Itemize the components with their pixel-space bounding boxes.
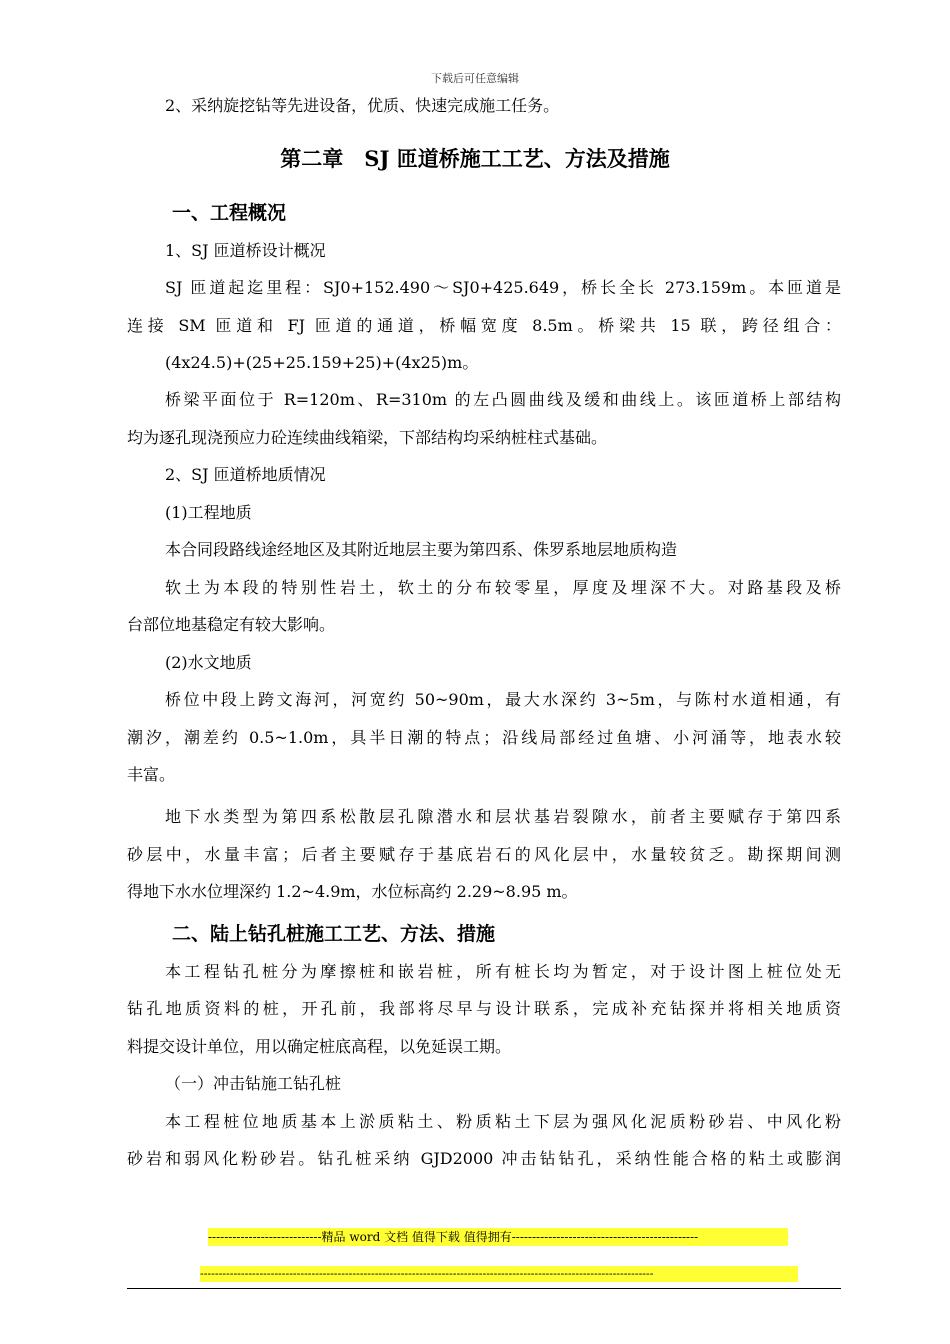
paragraph-line: 丰富。: [127, 765, 176, 784]
paragraph-line: 台部位地基稳定有较大影响。: [127, 615, 336, 634]
subsection-heading: (1)工程地质: [165, 503, 252, 522]
section-heading: 一、工程概况: [172, 202, 287, 224]
paragraph-line: 本合同段路线途经地区及其附近地层主要为第四系、侏罗系地层地质构造: [165, 540, 678, 559]
paragraph-line: SJ 匝道起迄里程：SJ0+152.490～SJ0+425.649，桥长全长 273.159m。本匝道是: [165, 278, 841, 297]
paragraph-line: 均为逐孔现浇预应力砼连续曲线箱梁，下部结构均采纳桩柱式基础。: [127, 428, 608, 447]
paragraph-line: 潮汐，潮差约 0.5~1.0m，具半日潮的特点；沿线局部经过鱼塘、小河涌等，地表水较: [127, 728, 841, 747]
paragraph-line: 本工程桩位地质基本上淤质粘土、粉质粘土下层为强风化泥质粉砂岩、中风化粉: [165, 1112, 841, 1131]
paragraph-line: 料提交设计单位，用以确定桩底高程，以免延误工期。: [127, 1037, 512, 1056]
text-line: 2、采纳旋挖钻等先进设备，优质、快速完成施工任务。: [165, 96, 560, 115]
paragraph-line: 砂层中，水量丰富；后者主要赋存于基底岩石的风化层中，水量较贫乏。勘探期间测: [127, 845, 841, 864]
paragraph-line: 连接 SM 匝道和 FJ 匝道的通道，桥幅宽度 8.5m。桥梁共 15 联，跨径组合：: [127, 316, 841, 335]
paragraph-line: 地下水类型为第四系松散层孔隙潜水和层状基岩裂隙水，前者主要赋存于第四系: [165, 807, 841, 826]
page-header: 下载后可任意编辑: [431, 72, 519, 85]
section-heading: 二、陆上钻孔桩施工工艺、方法、措施: [172, 923, 496, 945]
subsection-heading: （一）冲击钻施工钻孔桩: [165, 1074, 342, 1093]
footer-dashes: --------------------------------------------------------------------------------------------------------------------------: [200, 1266, 798, 1282]
paragraph-line: 桥梁平面位于 R=120m、R=310m 的左凸圆曲线及缓和曲线上。该匝道桥上部结构: [165, 390, 841, 409]
subsection-heading: 1、SJ 匝道桥设计概况: [165, 241, 326, 260]
paragraph-line: 本工程钻孔桩分为摩擦桩和嵌岩桩，所有桩长均为暂定，对于设计图上桩位处无: [165, 962, 841, 981]
paragraph-line: (4x24.5)+(25+25.159+25)+(4x25)m。: [165, 353, 479, 372]
footer-banner: ----------------------------精品 word 文档 值得下载 值得拥有----------------------------------------------: [208, 1228, 788, 1246]
paragraph-line: 软土为本段的特别性岩土，软土的分布较零星，厚度及埋深不大。对路基段及桥: [165, 578, 841, 597]
paragraph-line: 桥位中段上跨文海河，河宽约 50~90m，最大水深约 3~5m，与陈村水道相通，有: [165, 690, 841, 709]
footer-rule: [127, 1288, 841, 1289]
subsection-heading: (2)水文地质: [165, 653, 252, 672]
chapter-title: 第二章 SJ 匝道桥施工工艺、方法及措施: [280, 146, 670, 171]
subsection-heading: 2、SJ 匝道桥地质情况: [165, 465, 326, 484]
paragraph-line: 钻孔地质资料的桩，开孔前，我部将尽早与设计联系，完成补充钻探并将相关地质资: [127, 999, 841, 1018]
paragraph-line: 砂岩和弱风化粉砂岩。钻孔桩采纳 GJD2000 冲击钻钻孔，采纳性能合格的粘土或膨润: [127, 1149, 841, 1168]
paragraph-line: 得地下水水位埋深约 1.2~4.9m，水位标高约 2.29~8.95 m。: [127, 882, 578, 901]
